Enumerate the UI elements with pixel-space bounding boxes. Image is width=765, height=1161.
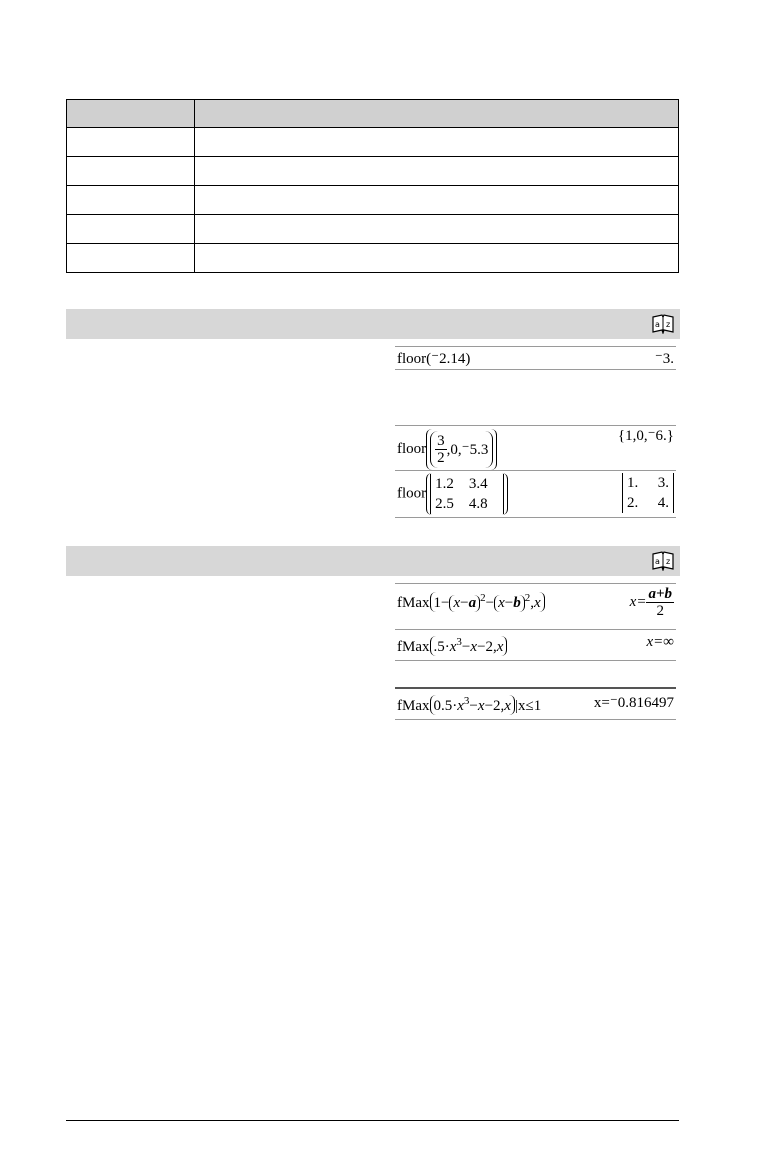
- floor-example-1-output: ⁻3.: [654, 351, 674, 367]
- floor-example-3-output-matrix: 1. 3. 2. 4.: [622, 473, 674, 513]
- table-row: [67, 215, 679, 244]
- fmax-example-3: fMax $0.5\cdot x^3-x-2,x$ |x≤1 x=⁻0.816497: [395, 689, 676, 720]
- reference-table: [66, 99, 679, 273]
- fmax-example-1: fMax 1− x−a $^2$− x−b $^2$,x x= $\frac{a+b}{2}$: [395, 584, 676, 630]
- floor-example-2-output: {1,0,⁻6.}: [617, 428, 674, 444]
- floor-example-2-fraction: $\frac{3}{2}$: [437, 433, 445, 466]
- floor-example-2-fn: floor: [397, 441, 427, 457]
- table-header-cell: [195, 100, 679, 128]
- floor-section-header: [66, 309, 680, 339]
- svg-text:z: z: [666, 557, 671, 566]
- fmax-example-2-fn: fMax: [397, 639, 430, 655]
- fmax-example-3-condition: x≤1: [517, 698, 542, 714]
- fmax-example-3-fn: fMax: [397, 698, 430, 714]
- floor-example-1: [395, 347, 676, 370]
- svg-text:a: a: [655, 320, 660, 329]
- fmax-example-1-fn: fMax: [397, 595, 430, 611]
- catalog-book-icon: [652, 551, 674, 571]
- table-header-row: [67, 100, 679, 128]
- floor-example-3-input-matrix: 1.2 3.4 2.5 4.8: [430, 474, 504, 514]
- fmax-section-header: [66, 546, 680, 576]
- floor-example-3: [395, 471, 676, 518]
- svg-text:a: a: [655, 557, 660, 566]
- fmax-example-1-output-lhs: x=: [629, 594, 647, 610]
- fmax-example-3-output: x=⁻0.816497: [593, 695, 674, 711]
- table-row: [67, 157, 679, 186]
- table-row: [67, 244, 679, 273]
- table-header-cell: [67, 100, 195, 128]
- floor-example-2-rest: ,0,⁻5.3: [446, 442, 489, 458]
- table-row: [67, 186, 679, 215]
- floor-example-1-input: floor(⁻2.14): [397, 351, 471, 367]
- floor-example-2: [395, 426, 676, 471]
- fmax-example-1-output-fraction: $\frac{a+b}{2}$: [648, 586, 672, 619]
- svg-text:z: z: [666, 320, 671, 329]
- catalog-book-icon: [652, 314, 674, 334]
- fmax-example-2-output: x=∞: [646, 634, 674, 650]
- table-row: [67, 128, 679, 157]
- fmax-example-2: fMax $.5\cdot x^3-x-2,x$ x=∞: [395, 630, 676, 661]
- footer-rule: [66, 1120, 679, 1121]
- floor-example-3-fn: floor: [397, 485, 427, 502]
